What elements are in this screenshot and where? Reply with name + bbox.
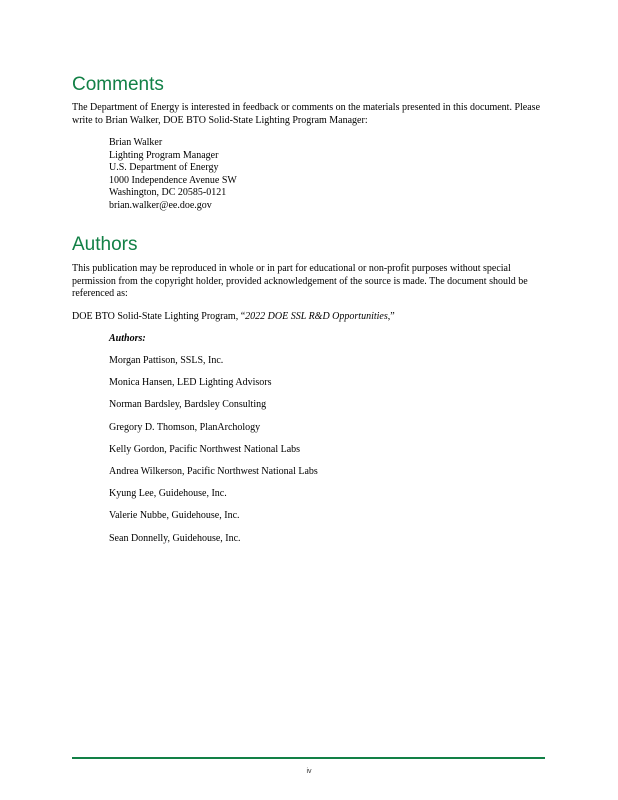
contact-organization: U.S. Department of Energy [109, 162, 219, 173]
contact-street: 1000 Independence Avenue SW [109, 174, 237, 186]
comments-heading: Comments [72, 74, 164, 95]
contact-email: brian.walker@ee.doe.gov [109, 199, 212, 211]
contact-city: Washington, DC 20585-0121 [109, 187, 227, 198]
contact-title: Lighting Program Manager [109, 149, 219, 161]
authors-heading: Authors [72, 234, 138, 255]
author-item: Kelly Gordon, Pacific Northwest National Labs [109, 443, 301, 455]
citation-line [72, 311, 552, 324]
authors-intro-paragraph: This publication may be reproduced in whole or in part for educational or non-profit purposes without special permission from the copyright holder, provided acknowledgement of the source is made. The document should be referenced as: [72, 263, 528, 299]
author-item: Morgan Pattison, SSLS, Inc. [109, 355, 224, 366]
author-item: Sean Donnelly, Guidehouse, Inc. [109, 532, 241, 544]
author-item: Gregory D. Thomson, PlanArchology [109, 421, 261, 433]
footer-divider [72, 757, 545, 759]
author-item: Valerie Nubbe, Guidehouse, Inc. [109, 510, 240, 522]
citation-prefix: DOE BTO Solid-State Lighting Program, “ [72, 311, 246, 322]
citation-title: 2022 DOE SSL R&D Opportunities [245, 311, 388, 322]
authors-list-label: Authors: [109, 333, 146, 344]
author-item: Monica Hansen, LED Lighting Advisors [109, 377, 272, 389]
comments-intro-paragraph: The Department of Energy is interested in feedback or comments on the materials presented in this document. Please write to Brian Walker, DOE BTO Solid-State Lighting Program Manager: [72, 102, 541, 126]
author-item: Andrea Wilkerson, Pacific Northwest National Labs [109, 465, 318, 477]
contact-name: Brian Walker [109, 137, 163, 148]
author-item: Kyung Lee, Guidehouse, Inc. [109, 488, 227, 500]
citation-suffix: ,” [387, 311, 395, 322]
author-list [109, 355, 318, 555]
author-item: Norman Bardsley, Bardsley Consulting [109, 399, 267, 411]
page-number: iv [306, 768, 312, 775]
contact-address-block [109, 137, 237, 212]
